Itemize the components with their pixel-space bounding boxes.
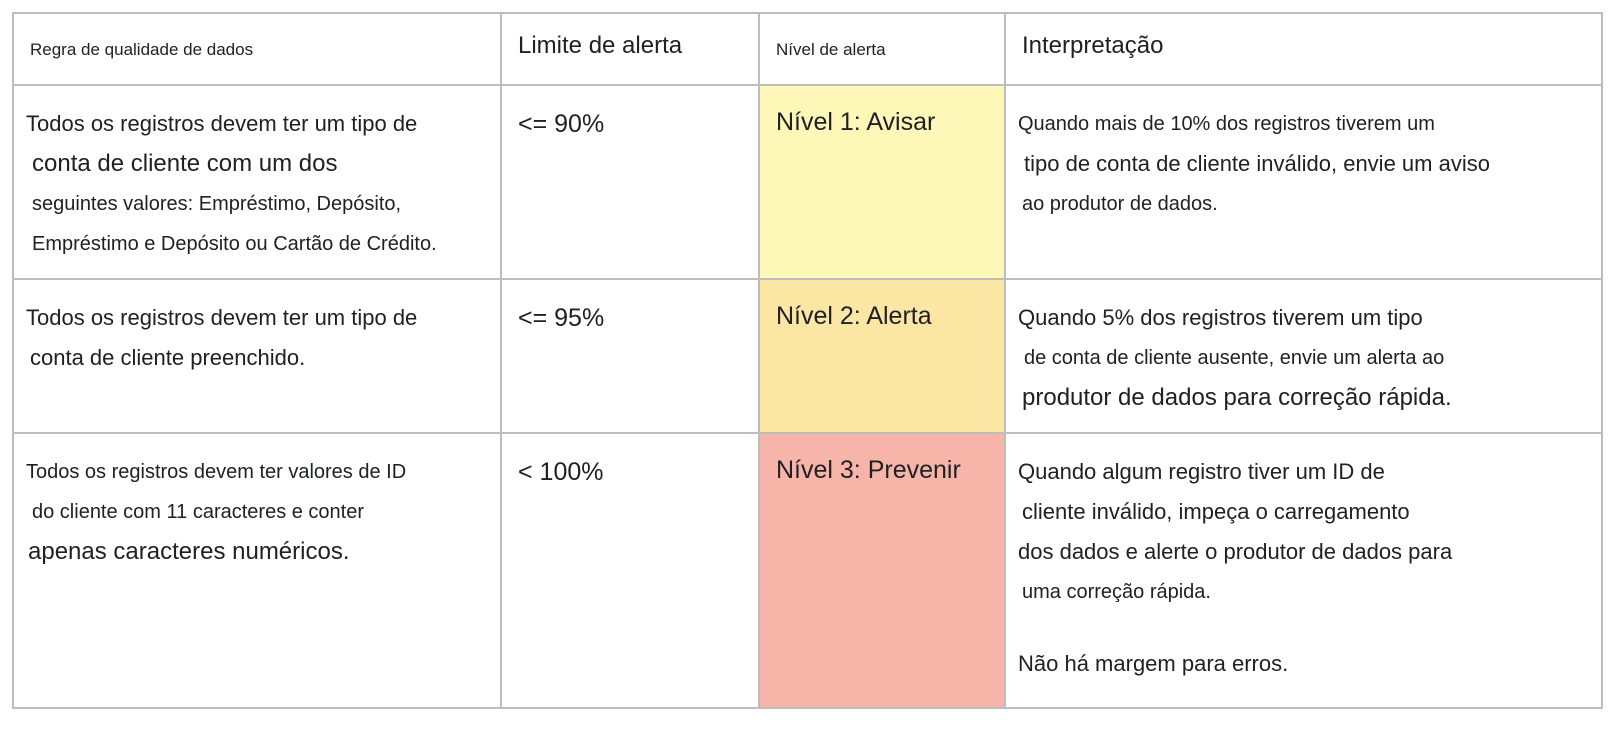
interpretation-note: Não há margem para erros. [1018,651,1289,676]
header-row [13,13,1602,85]
alert-limit-value: <= 90% [518,110,605,138]
interpretation-text-line: uma correção rápida. [1022,581,1211,603]
rule-text-line: do cliente com 11 caracteres e conter [32,501,365,523]
level-cell [759,85,1005,279]
rule-text-line: Empréstimo e Depósito ou Cartão de Crédito. [32,233,437,255]
header-level: Nível de alerta [776,40,886,59]
table-row [13,279,1602,433]
table-row [13,433,1602,708]
level-cell [759,279,1005,433]
header-interpretation-cell [1005,13,1602,85]
interpretation-text-line: Quando 5% dos registros tiverem um tipo [1018,305,1423,330]
rule-text-line: Todos os registros devem ter um tipo de [26,305,418,330]
limit-cell [501,85,759,279]
interpretation-cell [1005,85,1602,279]
interpretation-text-line: Quando algum registro tiver um ID de [1018,459,1385,484]
interpretation-text-line: de conta de cliente ausente, envie um alerta ao [1024,347,1445,369]
rule-text-line: Todos os registros devem ter um tipo de [26,111,418,136]
rule-text-line: apenas caracteres numéricos. [28,538,350,565]
interpretation-text-line: dos dados e alerte o produtor de dados para [1018,539,1453,564]
header-rule-cell [13,13,501,85]
rule-text-line: seguintes valores: Empréstimo, Depósito, [32,193,402,215]
interpretation-text-line: cliente inválido, impeça o carregamento [1022,499,1410,524]
table-row [13,85,1602,279]
header-interpretation: Interpretação [1022,32,1164,59]
interpretation-text-line: produtor de dados para correção rápida. [1022,384,1452,411]
paragraph-gap [1018,612,1589,648]
rule-text-line: Todos os registros devem ter valores de ID [26,461,407,483]
alert-level-badge: Nível 1: Avisar [776,108,936,136]
interpretation-cell [1005,433,1602,708]
header-limit-cell [501,13,759,85]
rule-text-line: conta de cliente com um dos [32,150,338,177]
header-rule: Regra de qualidade de dados [30,40,254,59]
level-cell [759,433,1005,708]
rule-cell [13,85,501,279]
limit-cell [501,279,759,433]
alert-limit-value: < 100% [518,458,604,486]
rule-cell [13,433,501,708]
alert-level-badge: Nível 3: Prevenir [776,456,961,484]
alert-level-badge: Nível 2: Alerta [776,302,932,330]
rule-text-line: conta de cliente preenchido. [30,345,306,370]
interpretation-text-line: tipo de conta de cliente inválido, envie um aviso [1024,151,1490,176]
limit-cell [501,433,759,708]
interpretation-cell [1005,279,1602,433]
interpretation-text-line: Quando mais de 10% dos registros tiverem um [1018,113,1435,135]
alert-limit-value: <= 95% [518,304,605,332]
data-quality-rules-table [12,12,1603,709]
header-level-cell [759,13,1005,85]
header-limit: Limite de alerta [518,32,683,59]
interpretation-text-line: ao produtor de dados. [1022,193,1218,215]
rule-cell [13,279,501,433]
